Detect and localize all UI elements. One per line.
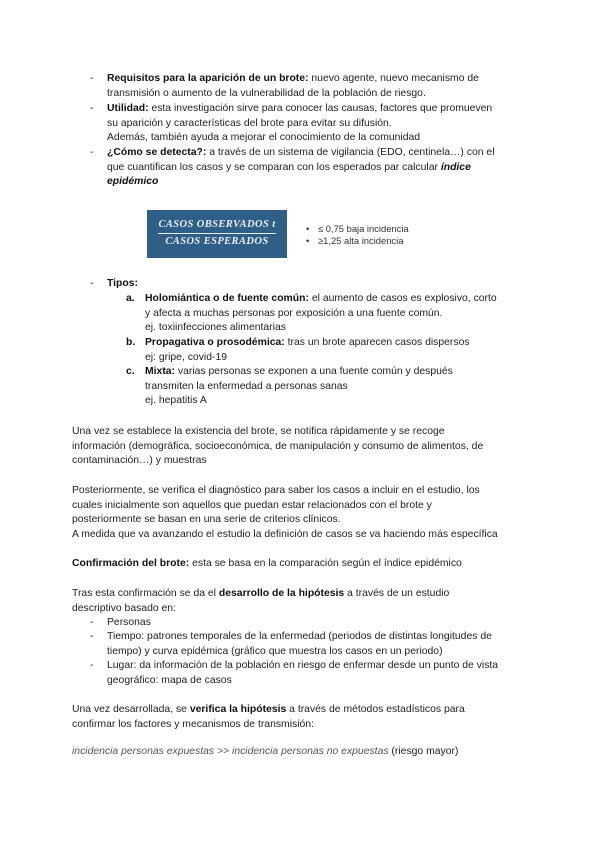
range-item: • ≤ 0,75 baja incidencia <box>306 223 409 234</box>
term-indice: índice <box>440 161 471 173</box>
incidencia-comparison: incidencia personas expuestas >> incidencia personas no expuestas <box>72 746 389 757</box>
range-item: • ≥1,25 alta incidencia <box>306 235 404 246</box>
term-utilidad: Utilidad: <box>107 103 149 114</box>
formula-fraction-line <box>158 233 276 234</box>
bullet-requisitos: Requisitos para la aparición de un brote: nuevo agente, nuevo mecanismo de transmisión o aumento de la vulnerabilidad de la población de riesgo. <box>107 73 479 99</box>
tipo-holomiantica: Holomiántica o de fuente común: el aumento de casos es explosivo, corto y afecta a muchas personas por exposición a una fuente común. ej. toxiinfecciones alimentarias <box>145 293 497 334</box>
bullet-dash: - <box>90 278 94 289</box>
tipo-letter: b. <box>126 337 136 348</box>
paragraph-diagnostico: Posteriormente, se verifica el diagnóstico para saber los casos a incluir en el estudio, los cuales inicialmente son aquellos que puedan estar relacionados con el brote y posteriormente se basan en una serie de criterios clínicos. A medida que va avanzando el estudio la definición de casos se va haciendo más específica <box>72 485 498 540</box>
paragraph-notificacion: Una vez se establece la existencia del brote, se notifica rápidamente y se recoge información (demográfica, socioeconómica, de manipulación y consumo de alimentos, de contaminación…) y muestras <box>72 426 484 467</box>
tipo-letter: c. <box>126 366 135 377</box>
bullet-dash: - <box>90 103 94 114</box>
tipo-propagativa: Propagativa o prosodémica: tras un brote aparecen casos dispersos ej: gripe, covid-19 <box>145 337 470 363</box>
formula-indice-epidemico <box>147 210 287 258</box>
formula-ranges <box>306 223 409 247</box>
bullet-dash: - <box>90 631 94 642</box>
tipos-heading: Tipos: <box>107 278 138 289</box>
bullet-dash: - <box>90 660 94 671</box>
paragraph-confirmacion: Confirmación del brote: esta se basa en la comparación según el índice epidémico <box>72 558 462 569</box>
paragraph-verifica: Una vez desarrollada, se verifica la hipótesis a través de métodos estadísticos para confirmar los factores y mecanismos de transmisión: <box>72 704 465 730</box>
paragraph-incidencia: incidencia personas expuestas >> incidencia personas no expuestas (riesgo mayor) <box>72 746 459 757</box>
formula-denominator: CASOS ESPERADOS <box>165 236 269 247</box>
term-deteccion: ¿Cómo se detecta?: <box>107 147 207 158</box>
hipotesis-item-lugar: Lugar: da información de la población en riesgo de enfermar desde un punto de vista geográfico: mapa de casos <box>107 660 499 686</box>
bullet-utilidad: Utilidad: esta investigación sirve para conocer las causas, factores que promueven su aparición y características del brote para evitar su difusión. Además, también ayuda a mejorar el conocimiento de la comunidad <box>107 103 493 144</box>
tipo-letter: a. <box>126 293 135 304</box>
term-epidemico: epidémico <box>107 176 159 188</box>
bullet-dash: - <box>90 617 94 628</box>
bullet-deteccion: ¿Cómo se detecta?: a través de un sistema de vigilancia (EDO, centinela…) con el que cuantifican los casos y se comparan con los esperados par calcular índice epidémico <box>107 146 527 190</box>
tipo-mixta: Mixta: varias personas se exponen a una fuente común y después transmiten la enfermedad a personas sanas ej. hepatitis A <box>145 366 453 407</box>
hipotesis-item-tiempo: Tiempo: patrones temporales de la enfermedad (periodos de distintas longitudes de tiempo) y curva epidémica (gráfico que muestra los casos en un periodo) <box>107 631 492 657</box>
hipotesis-item-personas: Personas <box>107 617 151 628</box>
formula-numerator: CASOS OBSERVADOS t <box>158 219 276 230</box>
term-requisitos: Requisitos para la aparición de un brote: <box>107 73 309 84</box>
bullet-dash: - <box>90 73 94 84</box>
paragraph-hipotesis: Tras esta confirmación se da el desarrollo de la hipótesis a través de un estudio descriptivo basado en: <box>72 588 450 614</box>
bullet-dash: - <box>90 147 94 158</box>
